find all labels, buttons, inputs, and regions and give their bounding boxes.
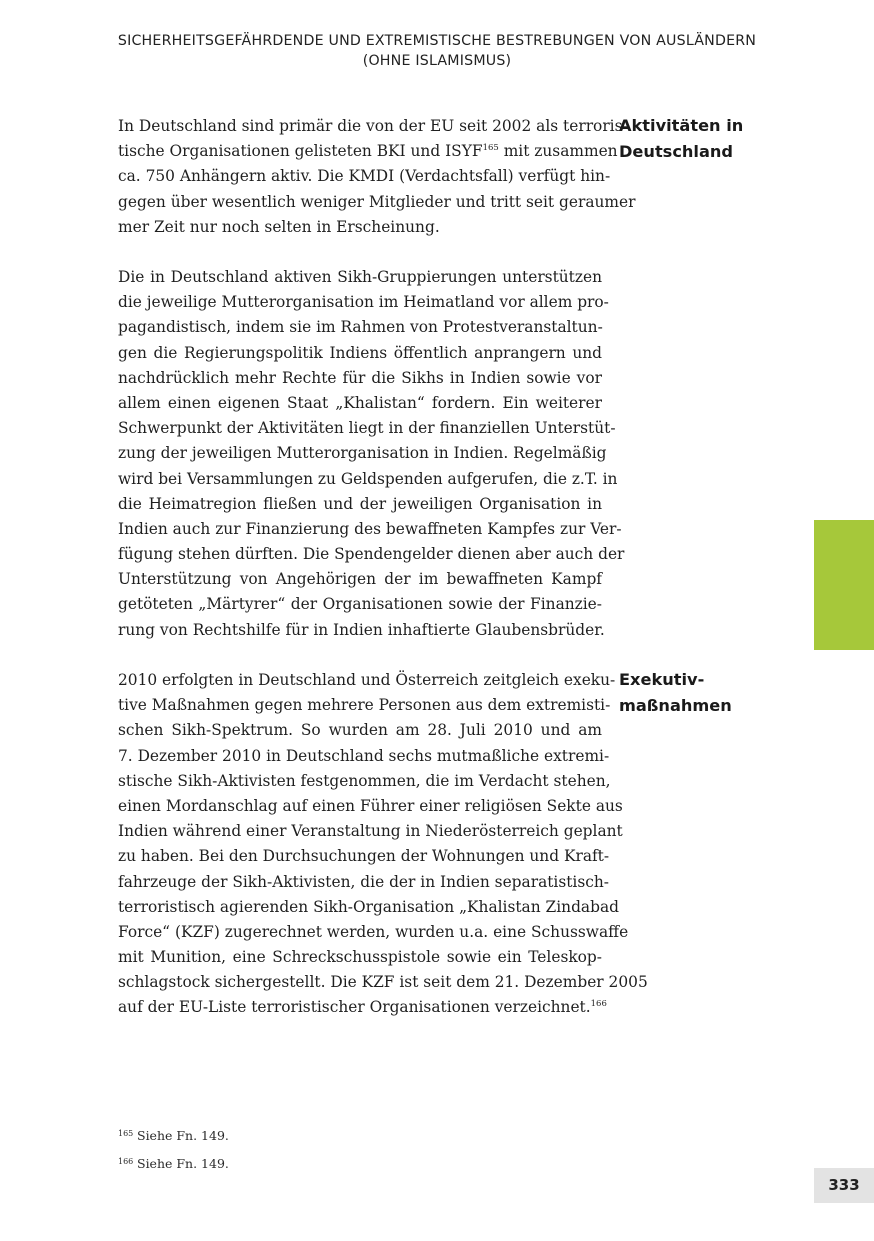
chapter-thumb-tab [814, 520, 874, 650]
footnote-ref[interactable]: 165 [482, 143, 499, 154]
footnote-ref[interactable]: 166 [590, 999, 607, 1010]
text-line: nachdrücklich mehr Rechte für die Sikhs in Indien sowie vor [118, 368, 602, 387]
text-line: allem einen eigenen Staat „Khalistan“ fordern. Ein weiterer [118, 393, 602, 412]
text-line: tive Maßnahmen gegen mehrere Personen aus dem extremisti- [118, 696, 611, 715]
text-line: ca. 750 Anhängern aktiv. Die KMDI (Verdachtsfall) verfügt hin- [118, 167, 611, 186]
text-line: Unterstützung von Angehörigen der im bewaffneten Kampf [118, 570, 602, 589]
text-line: schlagstock sichergestellt. Die KZF ist seit dem 21. Dezember 2005 [118, 973, 648, 992]
text-line: getöteten „Märtyrer“ der Organisationen sowie der Finanzie- [118, 595, 602, 614]
text-line: fügung stehen dürften. Die Spendengelder dienen aber auch der [118, 545, 625, 564]
text-line: 7. Dezember 2010 in Deutschland sechs mutmaßliche extremi- [118, 746, 610, 765]
footnote-text: Siehe Fn. 149. [137, 1156, 229, 1171]
text-line: fahrzeuge der Sikh-Aktivisten, die der in Indien separatistisch- [118, 872, 609, 891]
running-header [90, 31, 784, 71]
text-line: gen die Regierungspolitik Indiens öffentlich anprangern und [118, 343, 602, 362]
text-line: zung der jeweiligen Mutterorganisation in Indien. Regelmäßig [118, 444, 607, 463]
text-line: wird bei Versammlungen zu Geldspenden aufgerufen, die z.T. in [118, 469, 618, 488]
text-line: die Heimatregion fließen und der jeweiligen Organisation in [118, 494, 602, 513]
footnote-text: Siehe Fn. 149. [137, 1128, 229, 1143]
running-header-line-1: SICHERHEITSGEFÄHRDENDE UND EXTREMISTISCHE BESTREBUNGEN VON AUSLÄNDERN [117, 33, 757, 49]
text-fragment: tische Organisationen gelisteten BKI und ISYF [118, 142, 483, 161]
text-line: einen Mordanschlag auf einen Führer einer religiösen Sekte aus [118, 796, 623, 815]
page-number: 333 [814, 1168, 874, 1203]
text-line: 2010 erfolgten in Deutschland und Österreich zeitgleich exeku- [118, 671, 616, 689]
body-paragraph [118, 265, 625, 643]
text-line: Indien auch zur Finanzierung des bewaffneten Kampfes zur Ver- [118, 519, 622, 538]
text-line: Force“ (KZF) zugerechnet werden, wurden u.a. eine Schusswaffe [118, 922, 629, 941]
side-heading-executive-measures [619, 667, 799, 718]
text-line [118, 139, 618, 164]
text-line: rung von Rechtshilfe für in Indien inhaftierte Glaubensbrüder. [118, 620, 605, 639]
body-paragraph [118, 668, 648, 1021]
side-heading-line: Exekutiv- [619, 670, 705, 689]
text-line: mer Zeit nur noch selten in Erscheinung. [118, 217, 440, 236]
text-line: In Deutschland sind primär die von der EU seit 2002 als terroris- [118, 117, 628, 135]
text-fragment: mit zusammen [498, 142, 618, 161]
side-heading-line: maßnahmen [619, 695, 732, 715]
text-line: Die in Deutschland aktiven Sikh-Gruppierungen unterstützen [118, 268, 602, 286]
text-line: Indien während einer Veranstaltung in Niederösterreich geplant [118, 822, 623, 841]
text-line: terroristisch agierenden Sikh-Organisation „Khalistan Zindabad [118, 897, 619, 916]
text-line: pagandistisch, indem sie im Rahmen von Protestveranstaltun- [118, 318, 603, 337]
running-header-line-2: (OHNE ISLAMISMUS) [362, 53, 512, 69]
text-line [118, 995, 607, 1020]
text-line: gegen über wesentlich weniger Mitglieder und tritt seit geraumer [118, 192, 636, 211]
footnotes [118, 1124, 229, 1180]
text-line: die jeweilige Mutterorganisation im Heimatland vor allem pro- [118, 293, 609, 312]
footnote-number: 165 [118, 1129, 134, 1138]
body-paragraph [118, 114, 636, 240]
footnote-item [118, 1152, 229, 1180]
text-line: stische Sikh-Aktivisten festgenommen, die im Verdacht stehen, [118, 771, 611, 790]
side-heading-line: Aktivitäten in [619, 116, 744, 135]
side-heading-line: Deutschland [619, 141, 734, 161]
footnote-number: 166 [118, 1157, 134, 1166]
text-line: schen Sikh-Spektrum. So wurden am 28. Juli 2010 und am [118, 721, 602, 740]
text-line: mit Munition, eine Schreckschusspistole sowie ein Teleskop- [118, 948, 602, 967]
text-line: zu haben. Bei den Durchsuchungen der Wohnungen und Kraft- [118, 847, 610, 866]
footnote-item [118, 1124, 229, 1152]
text-fragment: auf der EU-Liste terroristischer Organisationen verzeichnet. [118, 998, 591, 1017]
text-line: Schwerpunkt der Aktivitäten liegt in der finanziellen Unterstüt- [118, 419, 616, 438]
side-heading-activities [619, 113, 799, 164]
